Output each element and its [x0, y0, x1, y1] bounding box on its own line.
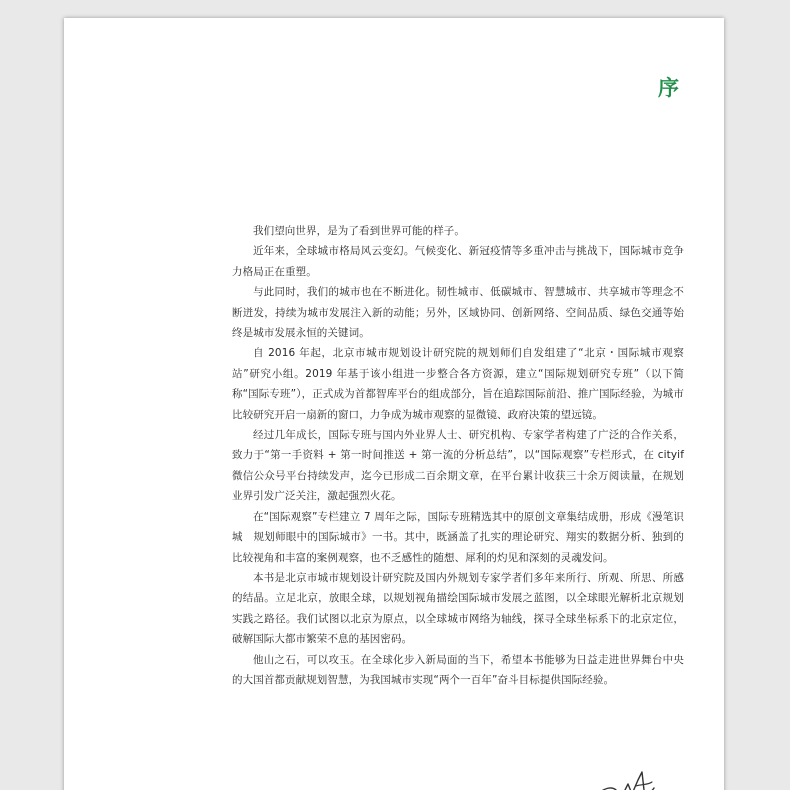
paragraph-8: 他山之石，可以攻玉。在全球化步入新局面的当下，希望本书能够为日益走进世界舞台中央的大国首都贡献规划智慧，为我国城市实现“两个一百年”奋斗目标提供国际经验。	[232, 653, 684, 686]
paragraph-3: 与此同时，我们的城市也在不断进化。韧性城市、低碳城市、智慧城市、共享城市等理念不断迸发，持续为城市发展注入新的动能；另外，区域协同、创新网络、空间品质、绿色交通等始终是城市发展永恒的关键词。	[232, 286, 684, 340]
paragraph-1: 我们望向世界，是为了看到世界可能的样子。	[253, 225, 465, 237]
book-page	[64, 18, 724, 790]
paragraph-7: 本书是北京市城市规划设计研究院及国内外规划专家学者们多年来所行、所观、所思、所感的结晶。立足北京，放眼全球，以规划视角描绘国际城市发展之蓝图，以全球眼光解析北京规划实践之路径。我们试图以北京为原点，以全球城市网络为轴线，探寻全球坐标系下的北京定位，破解国际大都市繁荣不息的基因密码。	[232, 571, 684, 646]
paragraph-2: 近年来，全球城市格局风云变幻。气候变化、新冠疫情等多重冲击与挑战下，国际城市竞争力格局正在重塑。	[232, 245, 684, 278]
paragraph-4: 自 2016 年起，北京市城市规划设计研究院的规划师们自发组建了“北京・国际城市观察站”研究小组。2019 年基于该小组进一步整合各方资源，建立“国际规划研究专班”（以下简称“国际专班”），正式成为首都智库平台的组成部分，旨在追踪国际前沿、推广国际经验，为城市比较研究开启一扇新的窗口，力争成为城市观察的显微镜、政府决策的望远镜。	[232, 347, 684, 421]
preface-body	[232, 221, 684, 690]
paragraph-6: 在“国际观察”专栏建立 7 周年之际，国际专班精选其中的原创文章集结成册，形成《漫笔识城 规划师眼中的国际城市》一书。其中，既涵盖了扎实的理论研究、翔实的数据分析、独到的比较视角和丰富的案例观察，也不乏感性的随想、犀利的灼见和深刻的灵魂发问。	[232, 510, 684, 564]
paragraph-5: 经过几年成长，国际专班与国内外业界人士、研究机构、专家学者构建了广泛的合作关系，致力于“第一手资料 + 第一时间推送 + 第一流的分析总结”，以“国际观察”专栏形式，在 cityif 微信公众号平台持续发声，迄今已形成二百余期文章，在平台累计收获三十余万阅读量，在规划业界引发广泛关注，激起强烈火花。	[232, 429, 684, 503]
signature-mark	[592, 760, 692, 790]
preface-heading: 序	[658, 76, 680, 100]
